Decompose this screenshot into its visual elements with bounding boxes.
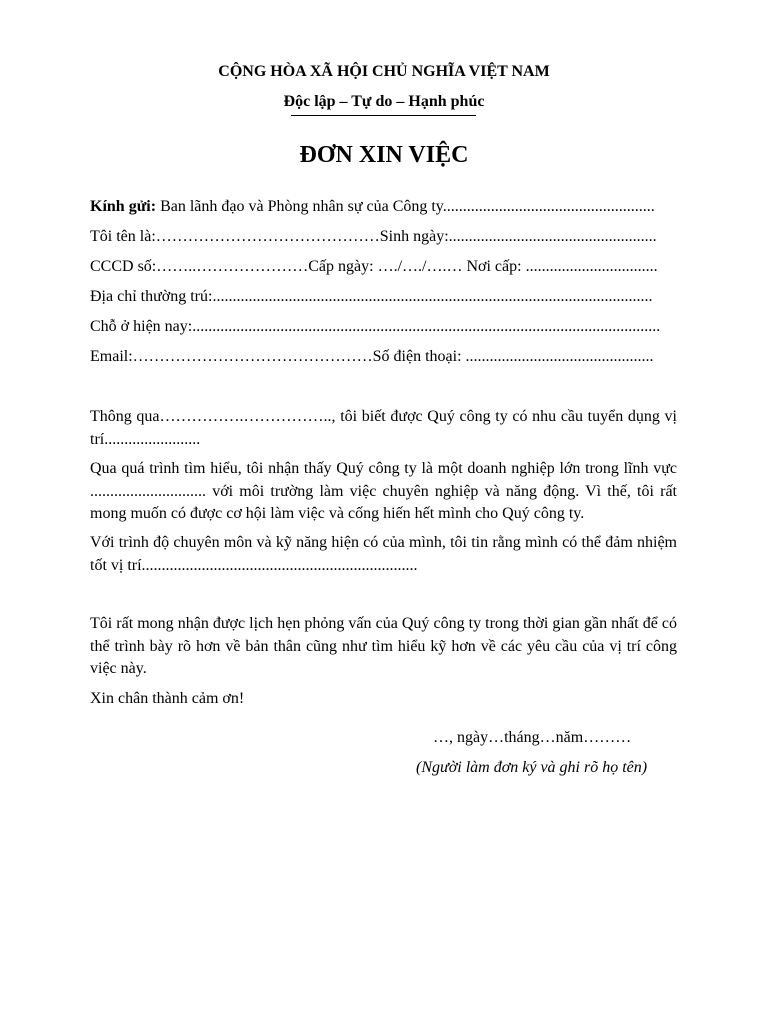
name-birthdate-line: Tôi tên là:……………………………………Sinh ngày:.................................................... [90, 228, 657, 245]
national-motto: Độc lập – Tự do – Hạnh phúc [283, 93, 485, 110]
national-title: CỘNG HÒA XÃ HỘI CHỦ NGHĨA VIỆT NAM [218, 63, 550, 80]
motto-underline [291, 115, 476, 116]
date-line: …, ngày…tháng…năm……… [433, 729, 632, 746]
permanent-address-line: Địa chỉ thường trú:.............................................................................................................. [90, 288, 653, 305]
recipient-label: Kính gửi: [90, 198, 157, 215]
current-address-line: Chỗ ở hiện nay:..................................................................................................................... [90, 318, 661, 335]
email-phone-line: Email:………………………………………Số điện thoại: ............................................... [90, 348, 654, 365]
paragraph-qualification: Với trình độ chuyên môn và kỹ năng hiện có của mình, tôi tin rằng mình có thể đảm nhiệm tốt vị trí..................................................................... [90, 534, 677, 574]
document-title: ĐƠN XIN VIỆC [299, 142, 469, 168]
id-card-line: CCCD số:……..…………………Cấp ngày: …./…./….… Nơi cấp: ................................. [90, 258, 658, 275]
paragraph-interview-request: Tôi rất mong nhận được lịch hẹn phỏng vấn của Quý công ty trong thời gian gần nhất để có thể trình bày rõ hơn về bản thân cũng như tìm hiểu kỹ hơn về các yêu cầu của vị trí công việc này. [90, 615, 677, 677]
recipient-text: Ban lãnh đạo và Phòng nhân sự của Công ty..................................................... [156, 198, 655, 215]
paragraph-company: Qua quá trình tìm hiểu, tôi nhận thấy Quý công ty là một doanh nghiệp lớn trong lĩnh vực ............................. với môi trường làm việc chuyên nghiệp và năng động. Vì thế, tôi rất mong muốn có được cơ hội làm việc và cống hiến hết mình cho Quý công ty. [90, 460, 677, 522]
signature-note: (Người làm đơn ký và ghi rõ họ tên) [416, 759, 648, 776]
recipient-line [90, 196, 690, 218]
paragraph-source: Thông qua…………….…………….., tôi biết được Quý công ty có nhu cầu tuyển dụng vị trí........................ [90, 408, 677, 448]
closing-thanks: Xin chân thành cảm ơn! [90, 690, 245, 707]
